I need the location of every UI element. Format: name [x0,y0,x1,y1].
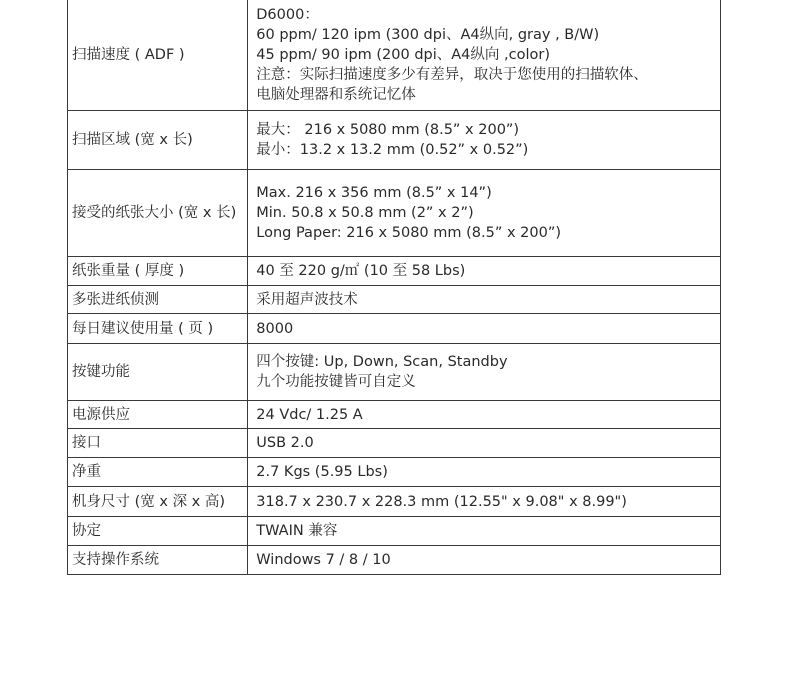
spec-label: 电源供应 [68,401,248,429]
table-row [68,170,721,257]
spec-value [248,487,721,517]
spec-value [248,458,721,487]
spec-label: 纸张重量 ( 厚度 ) [68,257,248,286]
spec-label: 协定 [68,517,248,546]
spec-value-line: Windows 7 / 8 / 10 [256,552,391,568]
spec-value-line: 45 ppm/ 90 ipm (200 dpi、A4纵向 ,color) [256,46,550,63]
spec-label: 接口 [68,429,248,458]
spec-value-line: Long Paper: 216 x 5080 mm (8.5” x 200”) [256,225,561,241]
spec-value-line: 318.7 x 230.7 x 228.3 mm (12.55" x 9.08" x 8.99") [256,493,627,510]
table-row [68,401,721,429]
table-row [68,111,721,170]
spec-value-line: 电脑处理器和系统记忆体 [256,86,416,103]
spec-value-line: 最大： 216 x 5080 mm (8.5” x 200”) [256,122,520,138]
spec-value [248,111,721,170]
table-row [68,517,721,546]
spec-value-line: 24 Vdc/ 1.25 A [256,406,363,423]
spec-value-line: 2.7 Kgs (5.95 Lbs) [256,464,388,480]
table-row [68,286,721,314]
spec-value-line: 九个功能按键皆可自定义 [256,374,416,390]
spec-label: 每日建议使用量 ( 页 ) [68,314,248,344]
spec-value [248,170,721,257]
spec-value [248,429,721,458]
spec-table [67,0,721,575]
spec-value-line: 60 ppm/ 120 ipm (300 dpi、A4纵向, gray , B/W) [256,26,600,43]
spec-value-line: 四个按键: Up, Down, Scan, Standby [256,354,508,370]
spec-label: 多张进纸侦测 [68,286,248,314]
spec-value [248,0,721,111]
spec-label: 净重 [68,458,248,487]
spec-label: 机身尺寸 (宽 x 深 x 高) [68,487,248,517]
table-row [68,546,721,575]
spec-value-line: 8000 [256,320,294,337]
spec-value-line: 采用超声波技术 [256,291,358,308]
spec-value-line: 40 至 220 g/㎡ (10 至 58 Lbs) [256,263,466,279]
spec-label: 扫描速度 ( ADF ) [68,0,248,111]
table-row [68,0,721,111]
spec-value [248,314,721,344]
spec-label: 接受的纸张大小 (宽 x 长) [68,170,248,257]
table-row [68,344,721,401]
spec-value [248,546,721,575]
spec-value [248,344,721,401]
spec-value-line: USB 2.0 [256,435,314,451]
spec-value-line: D6000： [256,6,319,23]
spec-value-line: Min. 50.8 x 50.8 mm (2” x 2”) [256,205,474,221]
spec-value [248,257,721,286]
table-row [68,429,721,458]
table-row [68,487,721,517]
spec-value-line: 最小：13.2 x 13.2 mm (0.52” x 0.52”) [256,142,529,158]
table-row [68,257,721,286]
spec-value-line: Max. 216 x 356 mm (8.5” x 14”) [256,185,492,201]
spec-value-line: 注意：实际扫描速度多少有差异，取决于您使用的扫描软体、 [256,66,648,83]
spec-label: 扫描区域 (宽 x 长) [68,111,248,170]
spec-label: 按键功能 [68,344,248,401]
spec-value-line: TWAIN 兼容 [256,523,338,539]
spec-label: 支持操作系统 [68,546,248,575]
table-row [68,314,721,344]
spec-value [248,286,721,314]
spec-value [248,517,721,546]
spec-value [248,401,721,429]
table-row [68,458,721,487]
